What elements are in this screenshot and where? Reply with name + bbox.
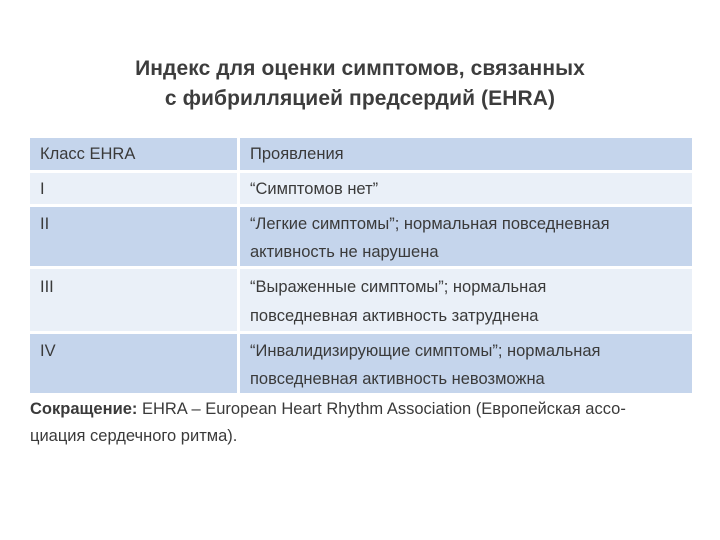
table-row bbox=[30, 206, 692, 268]
table-header-row bbox=[30, 138, 692, 172]
note-line-1 bbox=[30, 396, 700, 423]
manifestation-line: повседневная активность затруднена bbox=[250, 307, 539, 325]
page-title bbox=[0, 54, 720, 114]
table-row bbox=[30, 333, 692, 394]
ehra-table bbox=[30, 138, 692, 393]
note-line-2: циация сердечного ритма). bbox=[30, 427, 238, 445]
manifestation-line: “Легкие симптомы”; нормальная повседневная bbox=[250, 215, 610, 233]
note-label: Сокращение: bbox=[30, 400, 138, 418]
manifestation-cell bbox=[239, 268, 693, 333]
table-row bbox=[30, 268, 692, 333]
class-cell: IV bbox=[30, 333, 239, 394]
title-line-1: Индекс для оценки симптомов, связанных bbox=[135, 57, 585, 80]
manifestation-line: “Инвалидизирующие симптомы”; нормальная bbox=[250, 342, 601, 360]
class-cell: I bbox=[30, 172, 239, 206]
abbreviation-note bbox=[30, 396, 700, 450]
table-row bbox=[30, 172, 692, 206]
manifestation-line: повседневная активность невозможна bbox=[250, 370, 545, 388]
note-text-1: EHRA – European Heart Rhythm Association (Европейская ассо- bbox=[137, 400, 626, 418]
manifestation-cell bbox=[239, 333, 693, 394]
manifestation-cell bbox=[239, 206, 693, 268]
class-cell: III bbox=[30, 268, 239, 333]
manifestation-cell bbox=[239, 172, 693, 206]
title-line-2: с фибрилляцией предсердий (EHRA) bbox=[164, 87, 556, 110]
column-header-manifestations: Проявления bbox=[239, 138, 693, 172]
manifestation-line: “Выраженные симптомы”; нормальная bbox=[250, 278, 547, 296]
manifestation-line: активность не нарушена bbox=[250, 243, 439, 261]
manifestation-line: “Симптомов нет” bbox=[250, 180, 379, 198]
class-cell: II bbox=[30, 206, 239, 268]
column-header-class: Класс EHRA bbox=[30, 138, 239, 172]
